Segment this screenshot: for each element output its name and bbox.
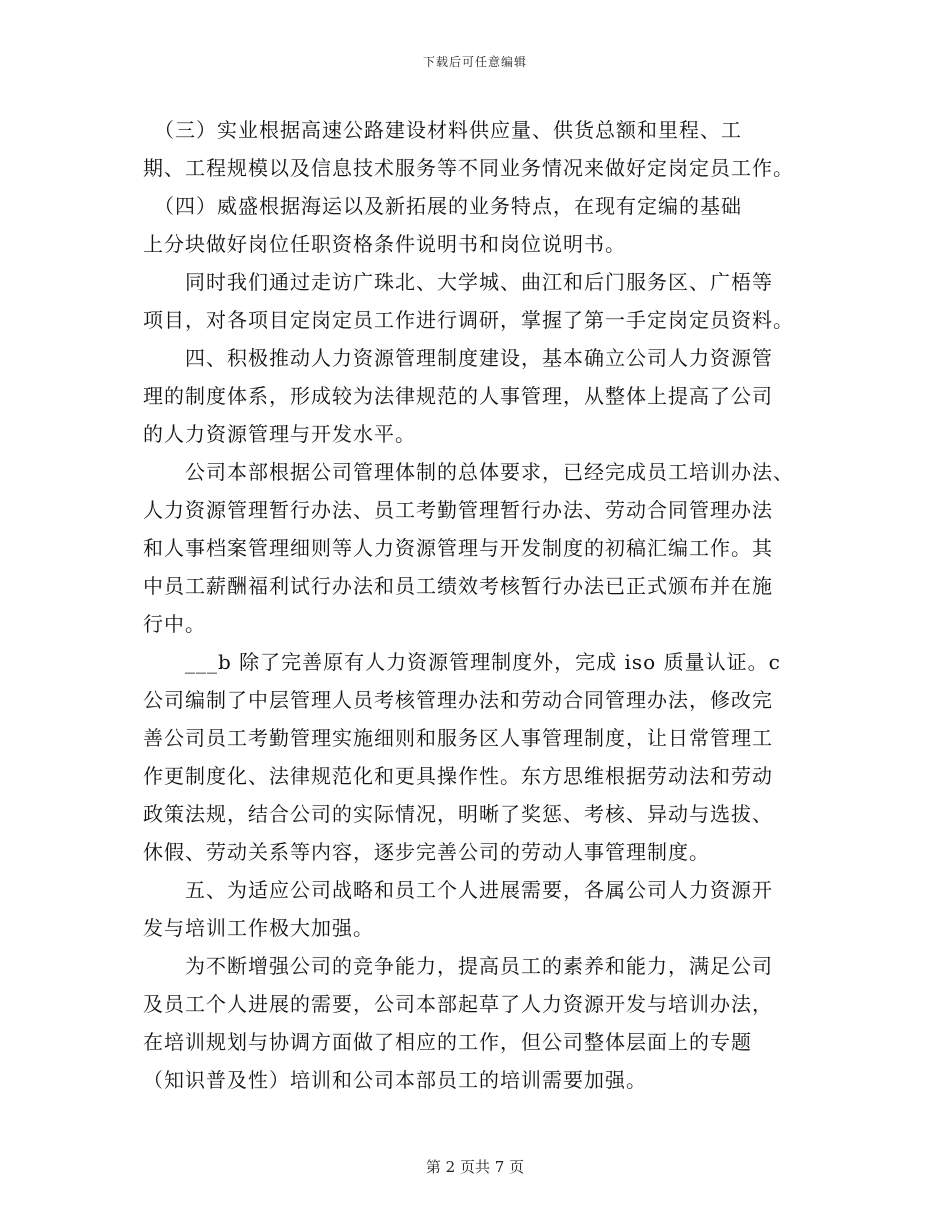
text-line: （四）威盛根据海运以及新拓展的业务特点，在现有定编的基础 (143, 194, 742, 218)
text-line: 五、为适应公司战略和员工个人进展需要，各属公司人力资源开 (143, 878, 773, 902)
text-line: 项目，对各项目定岗定员工作进行调研，掌握了第一手定岗定员资料。 (143, 308, 794, 332)
text-line: ___b 除了完善原有人力资源管理制度外，完成 iso 质量认证。c (143, 650, 781, 674)
text-line: 上分块做好岗位任职资格条件说明书和岗位说明书。 (143, 232, 626, 256)
paragraph (143, 871, 815, 947)
page-header: 下载后可任意编辑 (422, 55, 527, 69)
text-line: 公司本部根据公司管理体制的总体要求，已经完成员工培训办法、 (143, 460, 794, 484)
text-line: 同时我们通过走访广珠北、大学城、曲江和后门服务区、广梧等 (143, 270, 773, 294)
text-line: 行中。 (143, 612, 206, 636)
text-line: 善公司员工考勤管理实施细则和服务区人事管理制度，让日常管理工 (143, 726, 773, 750)
text-line: 中员工薪酬福利试行办法和员工绩效考核暂行办法已正式颁布并在施 (143, 574, 773, 598)
text-line: 政策法规，结合公司的实际情况，明晰了奖惩、考核、异动与选拔、 (143, 802, 773, 826)
text-line: 和人事档案管理细则等人力资源管理与开发制度的初稿汇编工作。其 (143, 536, 773, 560)
paragraph (143, 187, 815, 263)
text-line: （三）实业根据高速公路建设材料供应量、供货总额和里程、工 (143, 118, 742, 142)
paragraph (143, 263, 815, 339)
paragraph (143, 339, 815, 453)
text-line: 公司编制了中层管理人员考核管理办法和劳动合同管理办法，修改完 (143, 688, 773, 712)
text-line: 发与培训工作极大加强。 (143, 916, 374, 940)
text-line: 四、积极推动人力资源管理制度建设，基本确立公司人力资源管 (143, 346, 773, 370)
paragraph (143, 947, 815, 1099)
paragraph (143, 111, 815, 187)
paragraph (143, 643, 815, 871)
text-line: （知识普及性）培训和公司本部员工的培训需要加强。 (143, 1068, 647, 1092)
text-line: 的人力资源管理与开发水平。 (143, 422, 416, 446)
text-line: 为不断增强公司的竞争能力，提高员工的素养和能力，满足公司 (143, 954, 773, 978)
page-number: 第 2 页共 7 页 (425, 1158, 525, 1176)
text-line: 及员工个人进展的需要，公司本部起草了人力资源开发与培训办法， (143, 992, 773, 1016)
text-line: 作更制度化、法律规范化和更具操作性。东方思维根据劳动法和劳动 (143, 764, 773, 788)
document-body (143, 111, 815, 1099)
paragraph (143, 453, 815, 643)
text-line: 人力资源管理暂行办法、员工考勤管理暂行办法、劳动合同管理办法 (143, 498, 773, 522)
text-line: 理的制度体系，形成较为法律规范的人事管理，从整体上提高了公司 (143, 384, 773, 408)
text-line: 期、工程规模以及信息技术服务等不同业务情况来做好定岗定员工作。 (143, 156, 794, 180)
text-line: 休假、劳动关系等内容，逐步完善公司的劳动人事管理制度。 (143, 840, 710, 864)
text-line: 在培训规划与协调方面做了相应的工作，但公司整体层面上的专题 (143, 1030, 752, 1054)
